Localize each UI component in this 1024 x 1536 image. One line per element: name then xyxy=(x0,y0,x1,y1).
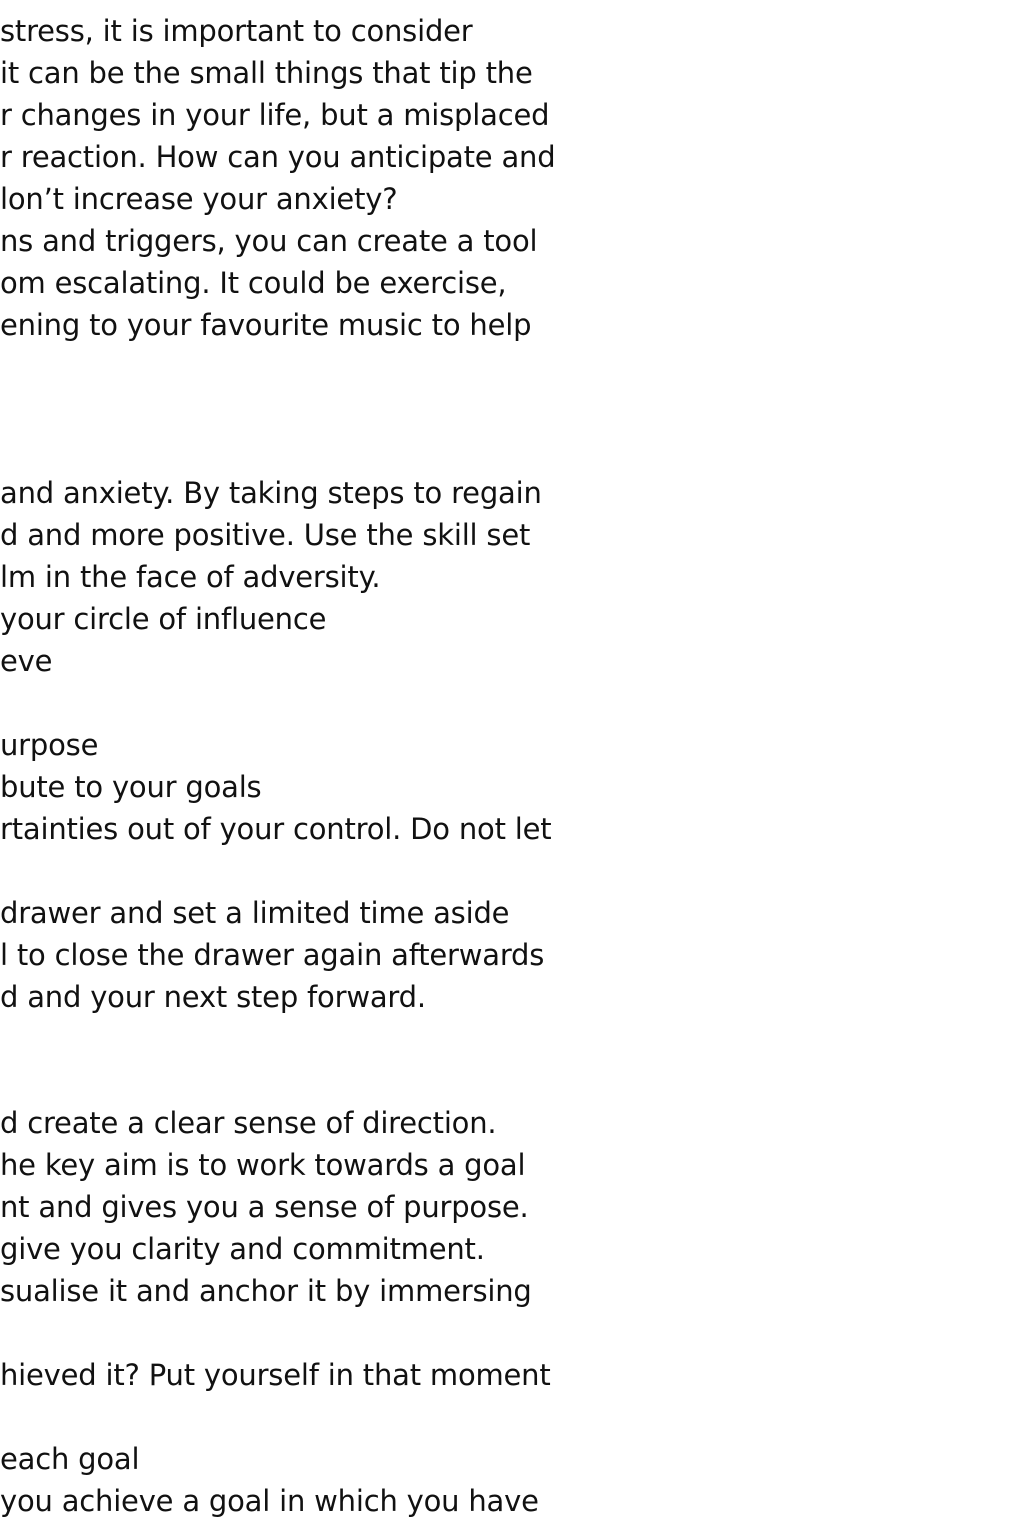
text-line: and anxiety. By taking steps to regain xyxy=(0,476,542,510)
text-line: you achieve a goal in which you have xyxy=(0,1484,539,1518)
text-line: r reaction. How can you anticipate and xyxy=(0,140,556,174)
text-line: hieved it? Put yourself in that moment xyxy=(0,1358,551,1392)
text-line: drawer and set a limited time aside xyxy=(0,896,510,930)
text-line: your circle of influence xyxy=(0,602,327,636)
text-line: he key aim is to work towards a goal xyxy=(0,1148,526,1182)
text-line: rtainties out of your control. Do not let xyxy=(0,812,552,846)
text-line: lon’t increase your anxiety? xyxy=(0,182,398,216)
text-line: nt and gives you a sense of purpose. xyxy=(0,1190,529,1224)
text-line: d create a clear sense of direction. xyxy=(0,1106,497,1140)
text-line: l to close the drawer again afterwards xyxy=(0,938,545,972)
text-line: r changes in your life, but a misplaced xyxy=(0,98,550,132)
text-line: give you clarity and commitment. xyxy=(0,1232,485,1266)
text-line: sualise it and anchor it by immersing xyxy=(0,1274,532,1308)
text-line: ns and triggers, you can create a tool xyxy=(0,224,538,258)
text-line: d and your next step forward. xyxy=(0,980,426,1014)
text-line: lm in the face of adversity. xyxy=(0,560,381,594)
text-line: urpose xyxy=(0,728,99,762)
text-line: om escalating. It could be exercise, xyxy=(0,266,507,300)
text-line: each goal xyxy=(0,1442,140,1476)
text-line: it can be the small things that tip the xyxy=(0,56,533,90)
text-line: eve xyxy=(0,644,53,678)
text-line: bute to your goals xyxy=(0,770,262,804)
text-line: stress, it is important to consider xyxy=(0,14,473,48)
text-line: ening to your favourite music to help xyxy=(0,308,532,342)
text-line: d and more positive. Use the skill set xyxy=(0,518,531,552)
